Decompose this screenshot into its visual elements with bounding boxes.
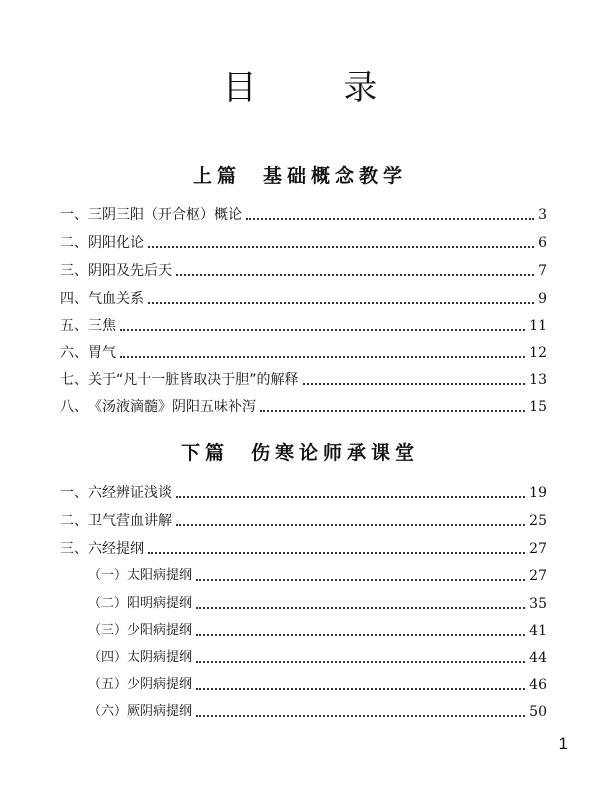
dot-leader bbox=[148, 246, 534, 248]
toc-entry-number: 七、 bbox=[60, 372, 88, 388]
toc-entry-title: 气血关系 bbox=[88, 291, 144, 307]
toc-entry-title: 三阴三阳（开合枢）概论 bbox=[88, 207, 242, 223]
toc-entry-page: 35 bbox=[529, 596, 547, 612]
toc-entry-number: 一、 bbox=[60, 207, 88, 223]
section-title-part-1 bbox=[0, 161, 600, 188]
toc-entry[interactable] bbox=[60, 394, 547, 416]
toc-entry[interactable] bbox=[60, 230, 547, 252]
toc-entry-title: 太阳病提纲 bbox=[127, 568, 193, 583]
dot-leader bbox=[196, 688, 525, 690]
toc-entry-page: 9 bbox=[538, 291, 547, 307]
toc-entry-number: （三） bbox=[88, 623, 128, 638]
toc-entry[interactable] bbox=[60, 313, 547, 335]
toc-entry-page: 25 bbox=[529, 513, 547, 529]
dot-leader bbox=[148, 302, 534, 304]
toc-entry-page: 6 bbox=[538, 235, 547, 251]
page-number: 1 bbox=[558, 734, 568, 753]
section-title-part-2 bbox=[0, 438, 600, 465]
toc-entry-number: 二、 bbox=[60, 513, 88, 529]
dot-leader bbox=[260, 410, 525, 412]
toc-entry-number: （六） bbox=[88, 704, 128, 719]
toc-entry-number: 三、 bbox=[60, 541, 88, 557]
dot-leader bbox=[196, 634, 525, 636]
toc-subentry[interactable] bbox=[88, 591, 547, 613]
toc-entry-number: 八、 bbox=[60, 399, 88, 415]
toc-entry-page: 13 bbox=[529, 372, 547, 388]
dot-leader bbox=[176, 274, 534, 276]
toc-subentry[interactable] bbox=[88, 618, 547, 640]
toc-entry-page: 12 bbox=[529, 345, 547, 361]
toc-entry-title: 少阴病提纲 bbox=[127, 677, 193, 692]
toc-entry-page: 15 bbox=[529, 399, 547, 415]
dot-leader bbox=[176, 524, 525, 526]
toc-entry-number: （一） bbox=[88, 568, 128, 583]
toc-entry-page: 19 bbox=[529, 485, 547, 501]
toc-entry-page: 27 bbox=[529, 568, 547, 584]
toc-entry-title: 阴阳化论 bbox=[88, 235, 144, 251]
toc-entry[interactable] bbox=[60, 202, 547, 224]
toc-entry-number: 三、 bbox=[60, 263, 88, 279]
toc-entry-page: 11 bbox=[529, 318, 547, 334]
toc-entry-number: 四、 bbox=[60, 291, 88, 307]
toc-entry-number: （四） bbox=[88, 650, 128, 665]
toc-entry-title: 少阳病提纲 bbox=[127, 623, 193, 638]
section-part-label: 下篇 bbox=[180, 442, 229, 464]
toc-entry-title: 阳明病提纲 bbox=[127, 596, 193, 611]
section-part-label: 上篇 bbox=[192, 165, 241, 187]
dot-leader bbox=[196, 579, 525, 581]
toc-entry-title: 太阴病提纲 bbox=[127, 650, 193, 665]
section-name: 基础概念教学 bbox=[263, 165, 408, 187]
dot-leader bbox=[196, 715, 525, 717]
toc-entry-page: 44 bbox=[529, 650, 547, 666]
toc-entry-title: 卫气营血讲解 bbox=[88, 513, 172, 529]
toc-entry-title: 《汤液滴髓》阴阳五味补泻 bbox=[88, 399, 256, 415]
toc-entry-page: 3 bbox=[538, 207, 547, 223]
toc-entry[interactable] bbox=[60, 286, 547, 308]
toc-entry-number: 五、 bbox=[60, 318, 88, 334]
toc-entry-title: 关于“凡十一脏皆取决于胆”的解释 bbox=[88, 372, 299, 388]
toc-entry-page: 46 bbox=[529, 677, 547, 693]
toc-entry-title: 三焦 bbox=[88, 318, 116, 334]
toc-entry-page: 27 bbox=[529, 541, 547, 557]
toc-entry-title: 六经提纲 bbox=[88, 541, 144, 557]
toc-entry-number: （二） bbox=[88, 596, 128, 611]
page-title: 目 录 bbox=[222, 68, 416, 108]
toc-entry-title: 阴阳及先后天 bbox=[88, 263, 172, 279]
toc-entry-number: 六、 bbox=[60, 345, 88, 361]
toc-entry[interactable] bbox=[60, 536, 547, 558]
toc-subentry[interactable] bbox=[88, 672, 547, 694]
toc-entry-number: 一、 bbox=[60, 485, 88, 501]
dot-leader bbox=[120, 356, 525, 358]
dot-leader bbox=[120, 329, 525, 331]
toc-subentry[interactable] bbox=[88, 699, 547, 721]
toc-entry-number: 二、 bbox=[60, 235, 88, 251]
toc-entry-title: 胃气 bbox=[88, 345, 116, 361]
dot-leader bbox=[196, 607, 525, 609]
toc-entry-page: 50 bbox=[529, 704, 547, 720]
dot-leader bbox=[176, 496, 525, 498]
toc-entry[interactable] bbox=[60, 258, 547, 280]
toc-entry[interactable] bbox=[60, 480, 547, 502]
section-name: 伤寒论师承课堂 bbox=[251, 442, 420, 464]
toc-entry-page: 7 bbox=[538, 263, 547, 279]
toc-entry[interactable] bbox=[60, 508, 547, 530]
toc-entry[interactable] bbox=[60, 340, 547, 362]
toc-entry-page: 41 bbox=[529, 623, 547, 639]
toc-entry[interactable] bbox=[60, 367, 547, 389]
dot-leader bbox=[246, 218, 534, 220]
toc-entry-title: 六经辨证浅谈 bbox=[88, 485, 172, 501]
dot-leader bbox=[196, 661, 525, 663]
toc-entry-title: 厥阴病提纲 bbox=[127, 704, 193, 719]
toc-subentry[interactable] bbox=[88, 563, 547, 585]
dot-leader bbox=[303, 383, 526, 385]
toc-entry-number: （五） bbox=[88, 677, 128, 692]
toc-subentry[interactable] bbox=[88, 645, 547, 667]
dot-leader bbox=[148, 552, 525, 554]
